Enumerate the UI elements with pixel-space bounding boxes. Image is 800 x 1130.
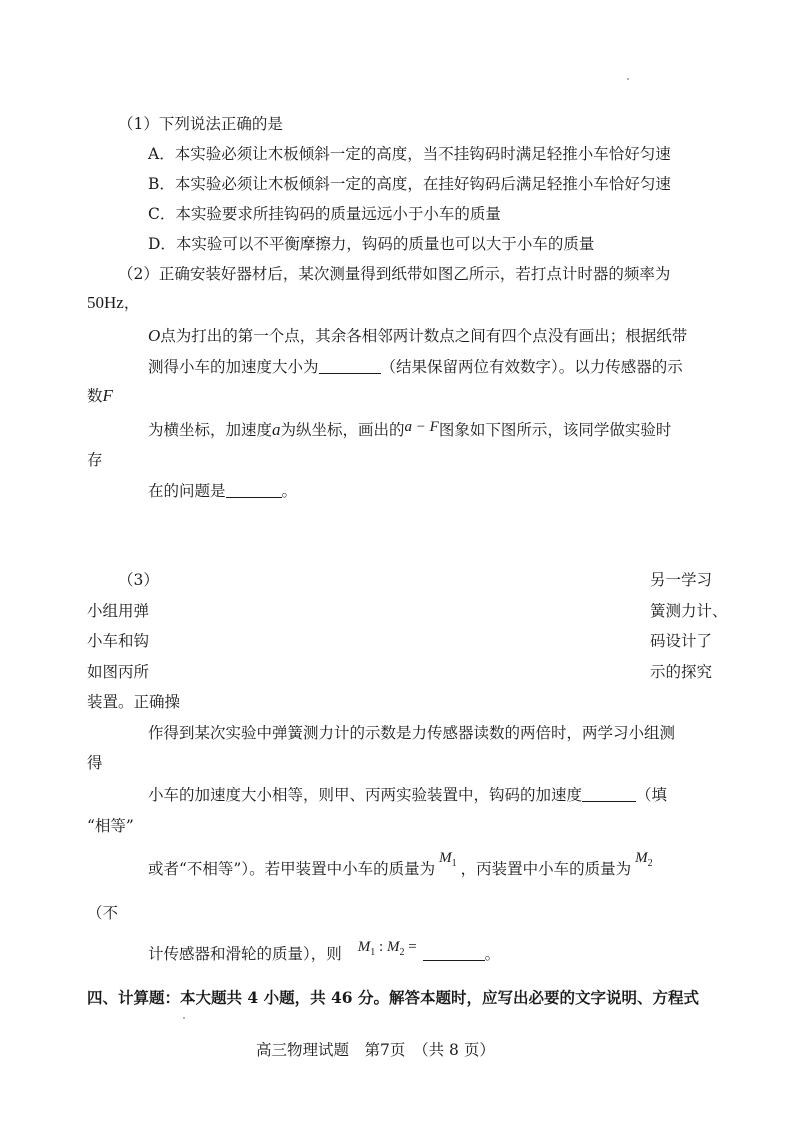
q1-option-d: D．本实验可以不平衡摩擦力，钩码的质量也可以大于小车的质量 [148,235,595,253]
speck-bottom [183,1017,185,1019]
q1-option-a: A．本实验必须让木板倾斜一定的高度，当不挂钩码时满足轻推小车恰好匀速 [148,145,671,163]
q2-line-1: （2）正确安装好器材后，某次测量得到纸带如图乙所示，若打点计时器的频率为 [118,265,671,283]
q3-left-1: （3） [118,571,159,589]
section-4-heading: 四、计算题：本大题共 4 小题，共 46 分。解答本题时，应写出必要的文字说明、方程式 [87,988,699,1007]
q3-line-g: 计传感器和滑轮的质量），则 $M_1$ : $M_2$ = 。 [148,939,501,963]
mass-m2: $M_2$ [635,850,653,869]
q3-line-b: 得 [87,754,103,772]
q2-line-4: 测得小车的加速度大小为 （结果保留两位有效数字）。以力传感器的示 [148,358,683,376]
q3-right-2: 簧测力计、 [650,602,728,620]
mass-ratio: $M_1$ : $M_2$ = [357,939,417,958]
speck-top-right [627,78,629,80]
q2-frequency: 50Hz， [87,293,140,312]
q1-stem: （1）下列说法正确的是 [118,115,283,133]
q2-line-5: 数F [87,386,113,405]
page-footer: 高三物理试题 第7页 （共 8 页） [256,1041,495,1059]
q3-left-3: 小车和钩 [87,632,150,650]
q3-right-3: 码设计了 [650,632,713,650]
q3-left-2: 小组用弹 [87,602,150,620]
answer-blank-equal[interactable] [582,786,636,802]
answer-blank-ratio[interactable] [423,945,485,961]
q3-line-a: 作得到某次实验中弹簧测力计的示数是力传感器读数的两倍时，两学习小组测 [148,724,676,742]
accel-a: a [272,420,281,439]
q3-line-d: “相等” [87,817,134,835]
q2-line-3: O点为打出的第一个点，其余各相邻两计数点之间有四个点没有画出；根据纸带 [148,326,688,345]
a-f-math: a − F [404,419,439,435]
q3-line-e: 或者“不相等”）。若甲装置中小车的质量为$M_1$ ，丙装置中小车的质量为$M_2$ [148,850,653,878]
q3-line-f: （不 [87,904,119,922]
q1-option-c: C．本实验要求所挂钩码的质量远远小于小车的质量 [148,205,501,223]
mass-m1: $M_1$ [439,850,457,869]
q3-left-5: 装置。正确操 [87,693,181,711]
q3-right-1: 另一学习 [650,571,713,589]
q1-option-b: B．本实验必须让木板倾斜一定的高度，在挂好钩码后满足轻推小车恰好匀速 [148,175,671,193]
q2-line-7: 存 [87,451,103,469]
q3-line-c: 小车的加速度大小相等，则甲、丙两实验装置中，钩码的加速度 （填 [148,786,668,804]
q2-line-6: 为横坐标，加速度a为纵坐标，画出的a − F图象如下图所示，该同学做实验时 [148,419,672,439]
answer-blank-problem[interactable] [226,482,282,498]
q2-line-8: 在的问题是 。 [148,482,298,500]
frequency-value: 50Hz [87,293,124,312]
q3-left-4: 如图丙所 [87,663,150,681]
point-o: O [148,326,161,345]
force-f: F [102,386,113,405]
q3-right-4: 示的探究 [650,663,713,681]
answer-blank-acceleration[interactable] [319,358,381,374]
